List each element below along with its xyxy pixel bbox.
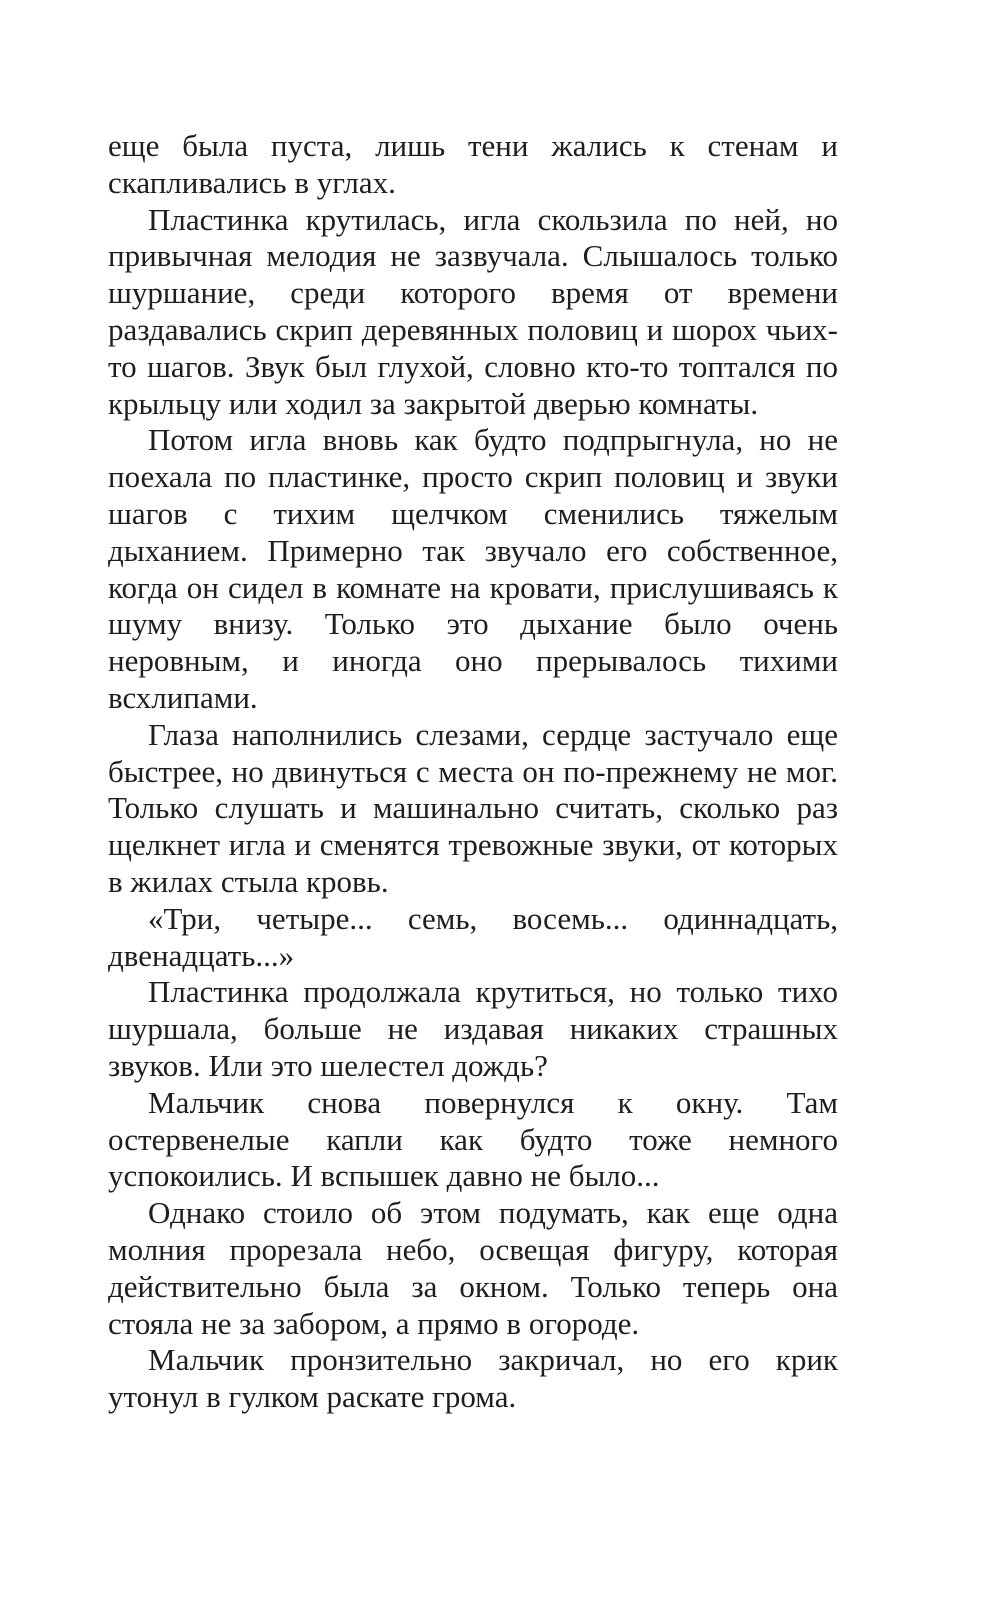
page-body — [108, 128, 838, 1416]
paragraph: Мальчик снова повернулся к окну. Там остервенелые капли как будто тоже немного успокоились. И вспышек давно не было... — [108, 1084, 838, 1194]
paragraph: Мальчик пронзительно закричал, но его крик утонул в гулком раскате грома. — [108, 1342, 838, 1415]
paragraph: Пластинка продолжала крутиться, но только тихо шуршала, больше не издавая никаких страшных звуков. Или это шелестел дождь? — [108, 974, 838, 1083]
paragraph: Глаза наполнились слезами, сердце застучало еще быстрее, но двинуться с места он по-прежнему не мог. Только слушать и машинально считать, сколько раз щелкнет игла и сменятся тревожные звуки, от которых в жилах стыла кровь. — [108, 716, 838, 899]
paragraph: Пластинка крутилась, игла скользила по ней, но привычная мелодия не зазвучала. Слышалось только шуршание, среди которого время от времени раздавались скрип деревянных половиц и шорох чьих-то шагов. Звук был глухой, словно кто-то топтался по крыльцу или ходил за закрытой дверью комнаты. — [108, 201, 838, 421]
paragraph-dialogue: «Три, четыре... семь, восемь... одиннадцать, двенадцать...» — [108, 900, 838, 973]
paragraph-continued: еще была пуста, лишь тени жались к стенам и скапливались в углах. — [108, 128, 838, 200]
paragraph: Однако стоило об этом подумать, как еще одна молния прорезала небо, освещая фигуру, которая действительно была за окном. Только теперь она стояла не за забором, а прямо в огороде. — [108, 1195, 838, 1341]
paragraph: Потом игла вновь как будто подпрыгнула, но не поехала по пластинке, просто скрип половиц и звуки шагов с тихим щелчком сменились тяжелым дыханием. Примерно так звучало его собственное, когда он сидел в комнате на кровати, прислушиваясь к шуму внизу. Только это дыхание было очень неровным, и иногда оно прерывалось тихими всхлипами. — [108, 422, 838, 715]
